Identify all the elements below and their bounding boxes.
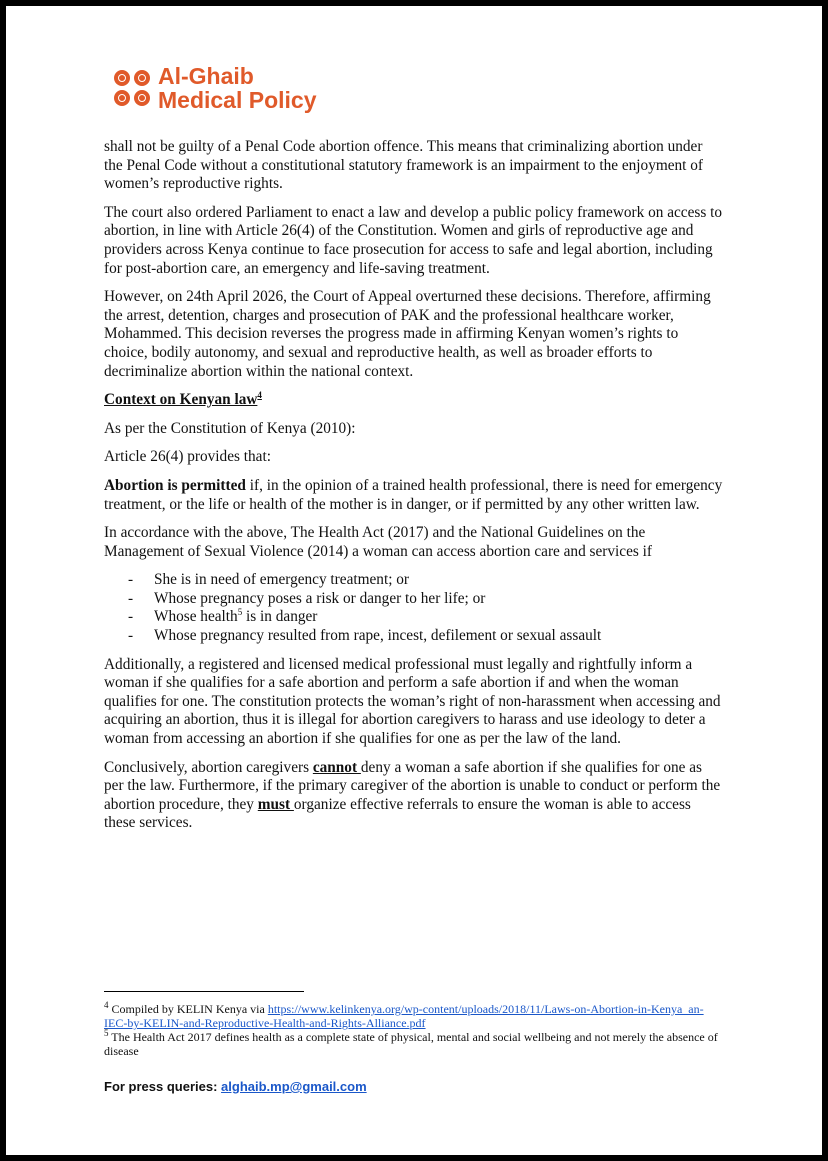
footnote-5: $^5$ The Health Act 2017 defines health as a complete state of physical, mental and social wellbeing and not merely the absence of disease xyxy=(104,1028,718,1058)
paragraph-abortion-permitted: Abortion is permitted if, in the opinion of a trained health professional, there is need for emergency treatment, or the life or health of the mother is in danger, or if permitted by any other written law. xyxy=(104,476,723,513)
footnotes xyxy=(104,991,726,1058)
paragraph-penal-code: shall not be guilty of a Penal Code abortion offence. This means that criminalizing abortion under the Penal Code without a constitutional statutory framework is an impairment to the enjoyment of women’s reproductive rights. xyxy=(104,138,703,193)
list-item: - Whose pregnancy resulted from rape, incest, defilement or sexual assault xyxy=(104,627,724,646)
logo-line-2: Medical Policy xyxy=(158,87,317,113)
conditions-list xyxy=(104,571,724,645)
document-page xyxy=(6,6,822,1155)
paragraph-court-order: The court also ordered Parliament to enact a law and develop a public policy framework on access to abortion, in line with Article 26(4) of the Constitution. Women and girls of reproductive age and providers across Kenya continue to face prosecution for access to safe and legal abortion, including for post-abortion care, an emergency and life-saving treatment. xyxy=(104,203,723,277)
paragraph-additionally: Additionally, a registered and licensed medical professional must legally and rightfully inform a woman if she qualifies for a safe abortion and perform a safe abortion if and when the woman qualifies for one. The constitution protects the woman’s right of non-harassment when accessing and acquiring an abortion, thus it is illegal for abortion caregivers to harass and use ideology to deter a woman from accessing an abortion if she qualifies for one as per the law of the land. xyxy=(104,655,721,748)
footnote-ref-5[interactable]: 5 xyxy=(237,607,243,618)
organization-logo xyxy=(114,64,317,112)
list-item: - Whose health$^5$ is in danger xyxy=(104,608,724,627)
press-label: For press queries: xyxy=(104,1079,222,1094)
kelin-source-link[interactable]: https://www.kelinkenya.org/wp-content/uploads/2018/11/Laws-on-Abortion-in-Kenya_an-IEC-by-KELIN-and-Reproductive-Health-and-Rights-Alliance.pdf xyxy=(104,1002,704,1030)
paragraph-article: Article 26(4) provides that: xyxy=(104,448,271,466)
document-body xyxy=(104,138,724,843)
list-item: - She is in need of emergency treatment; or xyxy=(104,571,724,590)
paragraph-conclusively: Conclusively, abortion caregivers cannot deny a woman a safe abortion if she qualifies for one as per the law. Furthermore, if the primary caregiver of the abortion is unable to conduct or perform the abortion procedure, they must organize effective referrals to ensure the woman is able to access these services. xyxy=(104,758,721,832)
press-contact xyxy=(104,1079,367,1094)
paragraph-court-of-appeal: However, on 24th April 2026, the Court of Appeal overturned these decisions. Therefore, affirming the arrest, detention, charges and prosecution of PAK and the professional healthcare worker, Mohammed. This decision reverses the progress made in affirming Kenyan women’s rights to choice, bodily autonomy, and sexual and reproductive health, as well as broader efforts to decriminalize abortion within the national context. xyxy=(104,288,711,380)
logo-emblem-icon xyxy=(114,70,150,106)
paragraph-constitution: As per the Constitution of Kenya (2010): xyxy=(104,419,356,437)
paragraph-health-act: In accordance with the above, The Health Act (2017) and the National Guidelines on the Management of Sexual Violence (2014) a woman can access abortion care and services if xyxy=(104,524,652,560)
footnote-ref-4[interactable]: 4 xyxy=(257,390,262,401)
press-email-link[interactable]: alghaib.mp@gmail.com xyxy=(221,1079,367,1094)
list-item: - Whose pregnancy poses a risk or danger to her life; or xyxy=(104,590,724,609)
footnote-divider xyxy=(104,991,304,992)
footnote-4: $^4$ Compiled by KELIN Kenya via https://www.kelinkenya.org/wp-content/uploads/2018/11/Laws-on-Abortion-in-Kenya_an-IEC-by-KELIN-and-Reproductive-Health-and-Rights-Alliance.pdf xyxy=(104,1000,704,1030)
logo-line-1: Al-Ghaib xyxy=(158,63,254,89)
section-heading: Context on Kenyan law$^4$ xyxy=(104,390,262,409)
